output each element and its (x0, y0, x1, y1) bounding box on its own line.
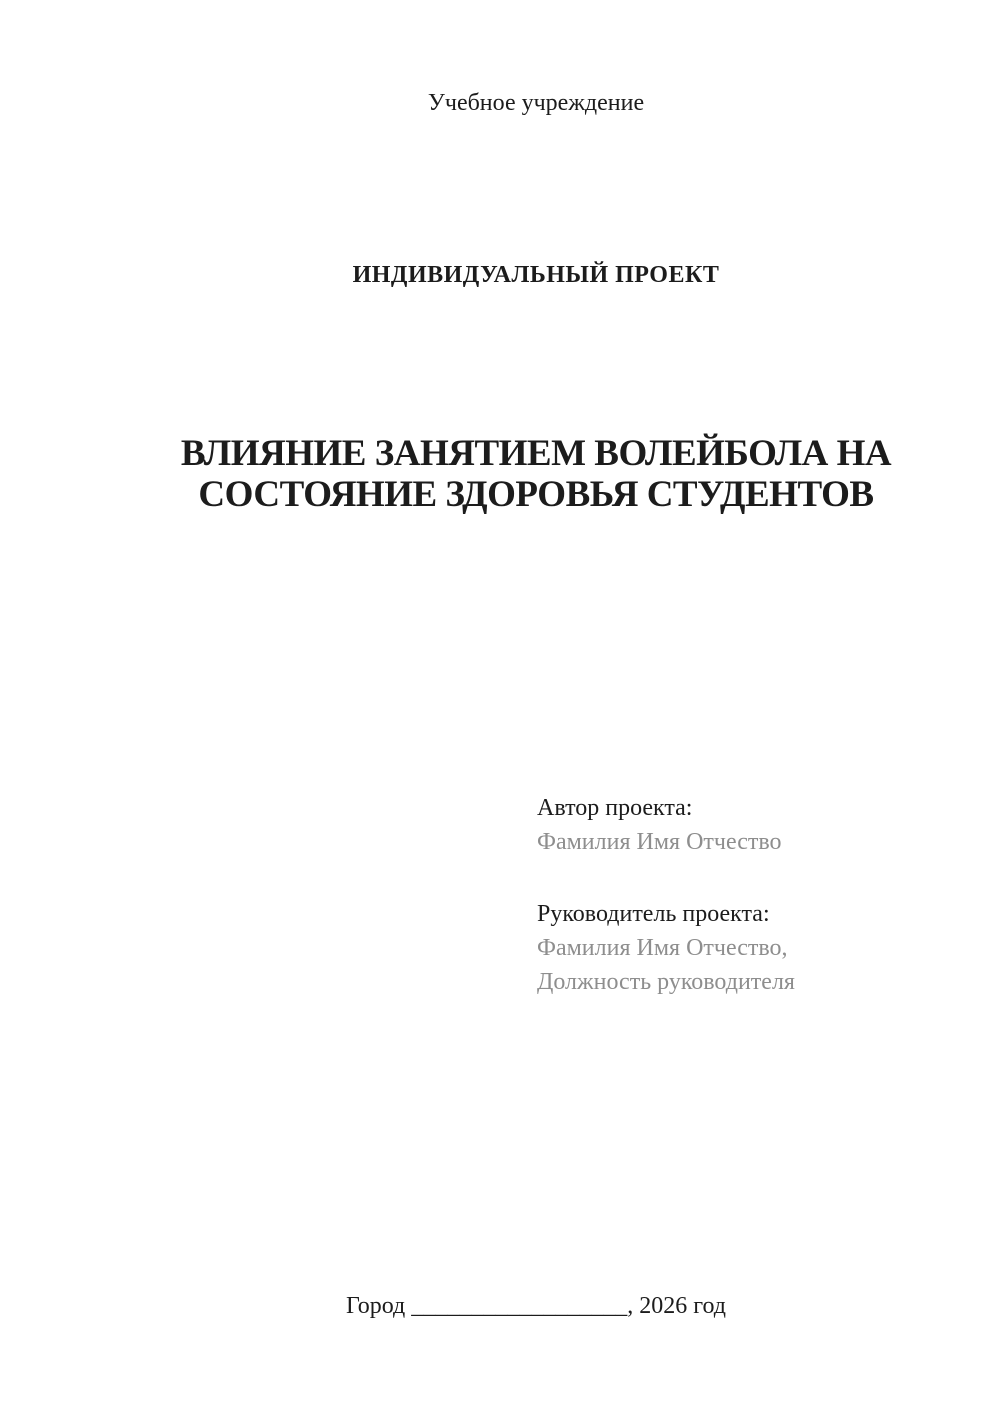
project-title (143, 433, 929, 515)
city-year-line: Город __________________, 2026 год (345, 1293, 727, 1319)
supervisor-position-placeholder: Должность руководителя (537, 969, 795, 995)
project-type-heading: ИНДИВИДУАЛЬНЫЙ ПРОЕКТ (352, 262, 720, 288)
institution-name: Учебное учреждение (427, 90, 645, 116)
author-name-placeholder: Фамилия Имя Отчество (537, 829, 782, 855)
author-block (537, 791, 782, 859)
supervisor-block (537, 897, 795, 999)
author-label: Автор проекта: (537, 795, 693, 821)
supervisor-label: Руководитель проекта: (537, 901, 770, 927)
supervisor-name-placeholder: Фамилия Имя Отчество, (537, 935, 788, 961)
project-title-line1: ВЛИЯНИЕ ЗАНЯТИЕМ ВОЛЕЙБОЛА НА (180, 433, 892, 474)
project-title-line2: СОСТОЯНИЕ ЗДОРОВЬЯ СТУДЕНТОВ (198, 474, 874, 515)
